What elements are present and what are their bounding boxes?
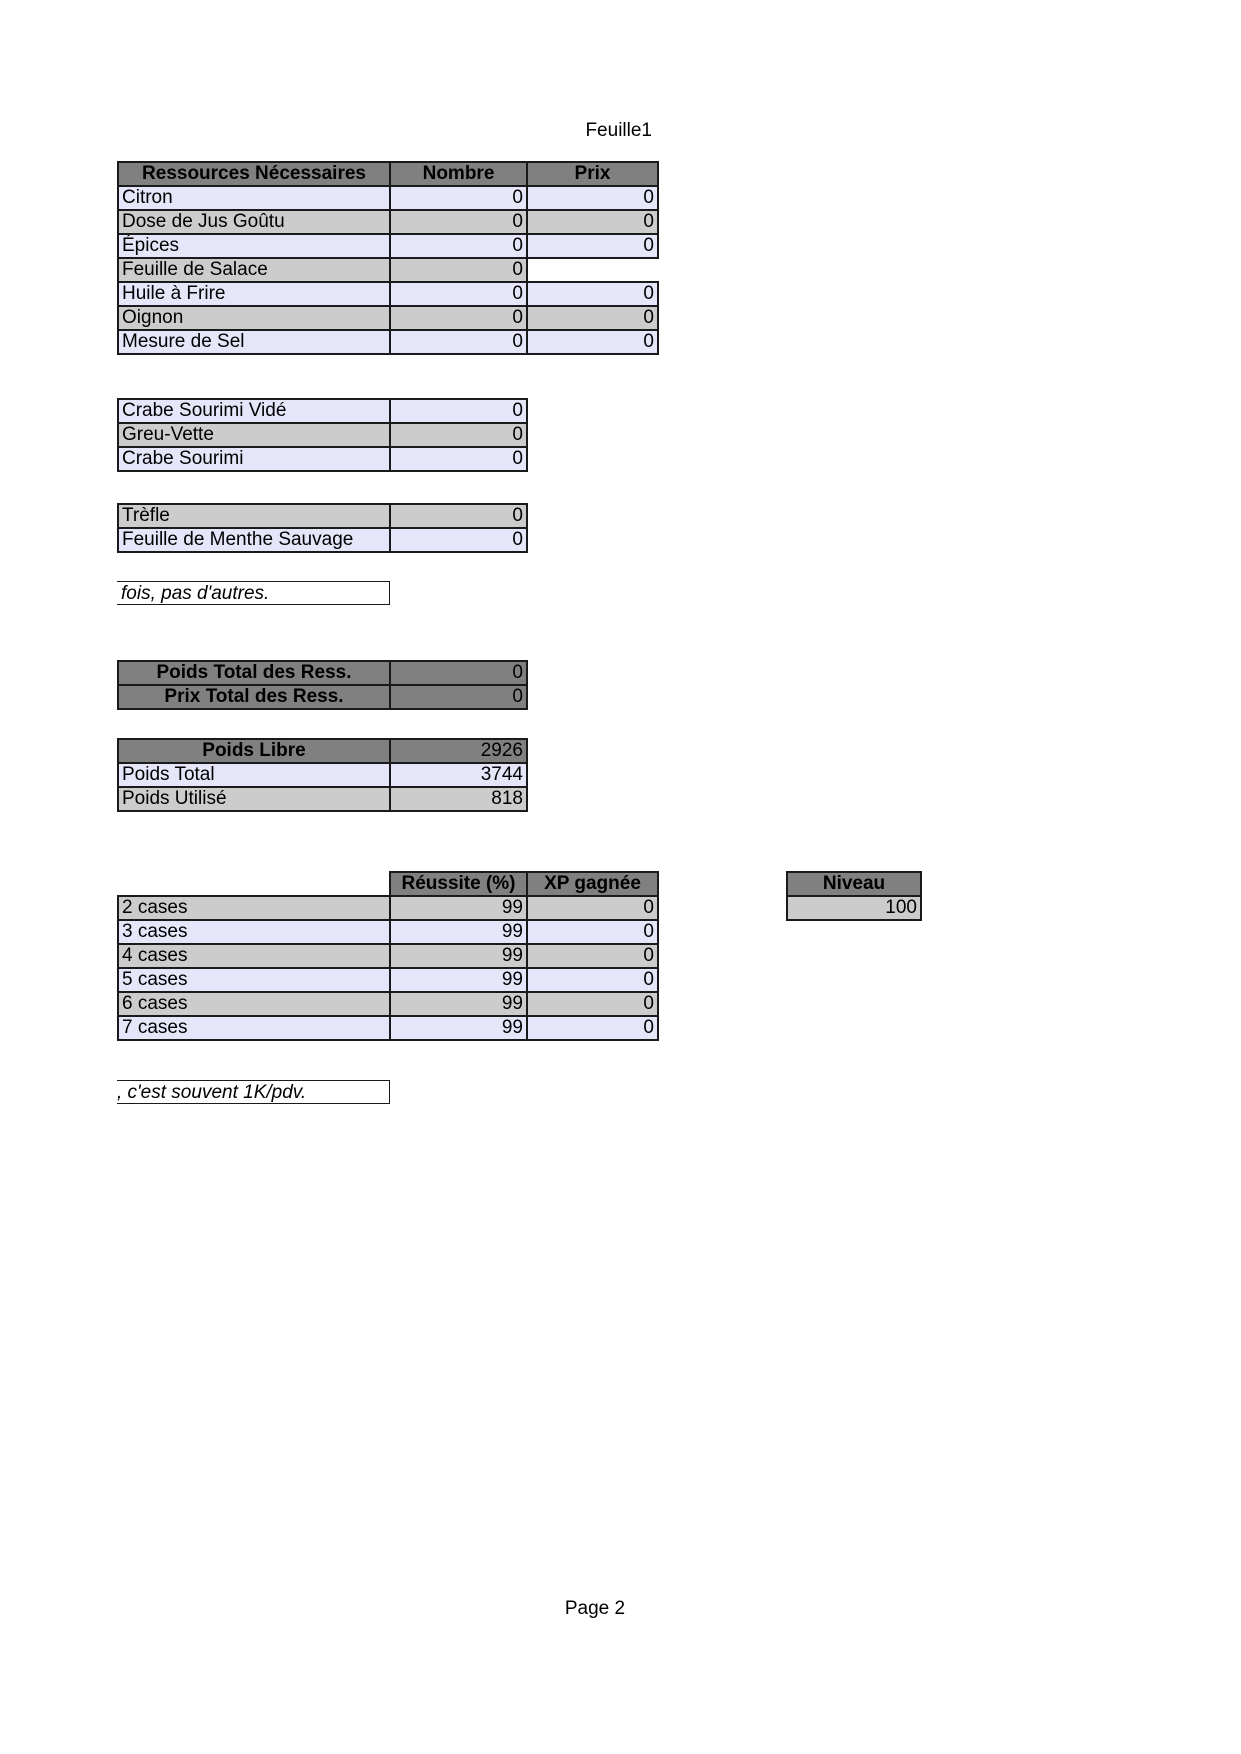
resources-table [117, 161, 659, 355]
case-label: 7 cases [118, 1016, 390, 1040]
resource-count[interactable]: 0 [390, 306, 527, 330]
resource-price[interactable]: 0 [527, 282, 658, 306]
table-row [118, 423, 527, 447]
item-name[interactable]: Greu-Vette [118, 423, 390, 447]
xp-gained[interactable]: 0 [527, 944, 658, 968]
success-rate[interactable]: 99 [390, 992, 527, 1016]
item-value[interactable]: 0 [390, 399, 527, 423]
weight-label: Poids Total [118, 763, 390, 787]
xp-gained[interactable]: 0 [527, 992, 658, 1016]
table-row [118, 661, 527, 685]
free-weight-label: Poids Libre [118, 739, 390, 763]
resource-count[interactable]: 0 [390, 282, 527, 306]
sheet-title: Feuille1 [585, 120, 652, 141]
success-rate[interactable]: 99 [390, 920, 527, 944]
table-header-row [118, 162, 658, 186]
crabe-table [117, 398, 528, 472]
craft-table [117, 871, 659, 1041]
column-header: Réussite (%) [390, 872, 527, 896]
table-row [118, 447, 527, 471]
resource-name[interactable]: Mesure de Sel [118, 330, 390, 354]
table-row [118, 234, 658, 258]
table-row [118, 787, 527, 811]
resource-name[interactable]: Huile à Frire [118, 282, 390, 306]
resource-price[interactable]: 0 [527, 306, 658, 330]
table-row [118, 282, 658, 306]
xp-gained[interactable]: 0 [527, 920, 658, 944]
weight-value[interactable]: 818 [390, 787, 527, 811]
column-header: XP gagnée [527, 872, 658, 896]
table-row [118, 944, 658, 968]
case-label: 2 cases [118, 896, 390, 920]
success-rate[interactable]: 99 [390, 968, 527, 992]
resource-count[interactable]: 0 [390, 210, 527, 234]
table-row [118, 186, 658, 210]
herbs-table [117, 503, 528, 553]
note-cell[interactable]: fois, pas d'autres. [117, 581, 390, 605]
total-price-label: Prix Total des Ress. [118, 685, 390, 709]
case-label: 5 cases [118, 968, 390, 992]
empty-header [118, 872, 390, 896]
level-value[interactable]: 100 [787, 896, 921, 920]
table-header-row [787, 872, 921, 896]
success-rate[interactable]: 99 [390, 944, 527, 968]
case-label: 4 cases [118, 944, 390, 968]
niveau-table [786, 871, 922, 921]
table-header-row [118, 872, 658, 896]
item-name[interactable]: Crabe Sourimi Vidé [118, 399, 390, 423]
item-name[interactable]: Feuille de Menthe Sauvage [118, 528, 390, 552]
table-row [118, 399, 527, 423]
table-row [118, 685, 527, 709]
table-row [118, 330, 658, 354]
table-row [118, 968, 658, 992]
table-header-row [118, 739, 527, 763]
table-row [118, 920, 658, 944]
table-row [118, 306, 658, 330]
weight-table [117, 738, 528, 812]
column-header: Prix [527, 162, 658, 186]
xp-gained[interactable]: 0 [527, 1016, 658, 1040]
table-row [118, 763, 527, 787]
item-value[interactable]: 0 [390, 423, 527, 447]
resource-price[interactable]: 0 [527, 330, 658, 354]
total-weight-value[interactable]: 0 [390, 661, 527, 685]
resource-name[interactable]: Épices [118, 234, 390, 258]
item-value[interactable]: 0 [390, 528, 527, 552]
table-row [118, 896, 658, 920]
item-name[interactable]: Crabe Sourimi [118, 447, 390, 471]
page-number: Page 2 [564, 1598, 626, 1619]
success-rate[interactable]: 99 [390, 1016, 527, 1040]
resource-name[interactable]: Oignon [118, 306, 390, 330]
weight-label: Poids Utilisé [118, 787, 390, 811]
xp-gained[interactable]: 0 [527, 896, 658, 920]
table-row [118, 992, 658, 1016]
table-row [118, 528, 527, 552]
resource-name[interactable]: Dose de Jus Goûtu [118, 210, 390, 234]
column-header: Nombre [390, 162, 527, 186]
item-name[interactable]: Trèfle [118, 504, 390, 528]
resource-price[interactable]: 0 [527, 210, 658, 234]
totals-table [117, 660, 528, 710]
case-label: 6 cases [118, 992, 390, 1016]
level-header: Niveau [787, 872, 921, 896]
resource-name[interactable]: Citron [118, 186, 390, 210]
success-rate[interactable]: 99 [390, 896, 527, 920]
table-row [118, 258, 658, 282]
note-cell[interactable]: , c'est souvent 1K/pdv. [117, 1080, 390, 1104]
total-weight-label: Poids Total des Ress. [118, 661, 390, 685]
resource-price[interactable]: 0 [527, 234, 658, 258]
column-header: Ressources Nécessaires [118, 162, 390, 186]
resource-price[interactable]: 0 [527, 186, 658, 210]
item-value[interactable]: 0 [390, 504, 527, 528]
case-label: 3 cases [118, 920, 390, 944]
total-price-value[interactable]: 0 [390, 685, 527, 709]
resource-count[interactable]: 0 [390, 330, 527, 354]
resource-count[interactable]: 0 [390, 186, 527, 210]
resource-count[interactable]: 0 [390, 234, 527, 258]
weight-value[interactable]: 3744 [390, 763, 527, 787]
item-value[interactable]: 0 [390, 447, 527, 471]
table-row [787, 896, 921, 920]
xp-gained[interactable]: 0 [527, 968, 658, 992]
free-weight-value[interactable]: 2926 [390, 739, 527, 763]
table-row [118, 504, 527, 528]
resource-price-empty[interactable] [527, 258, 658, 282]
table-row [118, 1016, 658, 1040]
resource-name[interactable]: Feuille de Salace [118, 258, 390, 282]
resource-count[interactable]: 0 [390, 258, 527, 282]
table-row [118, 210, 658, 234]
